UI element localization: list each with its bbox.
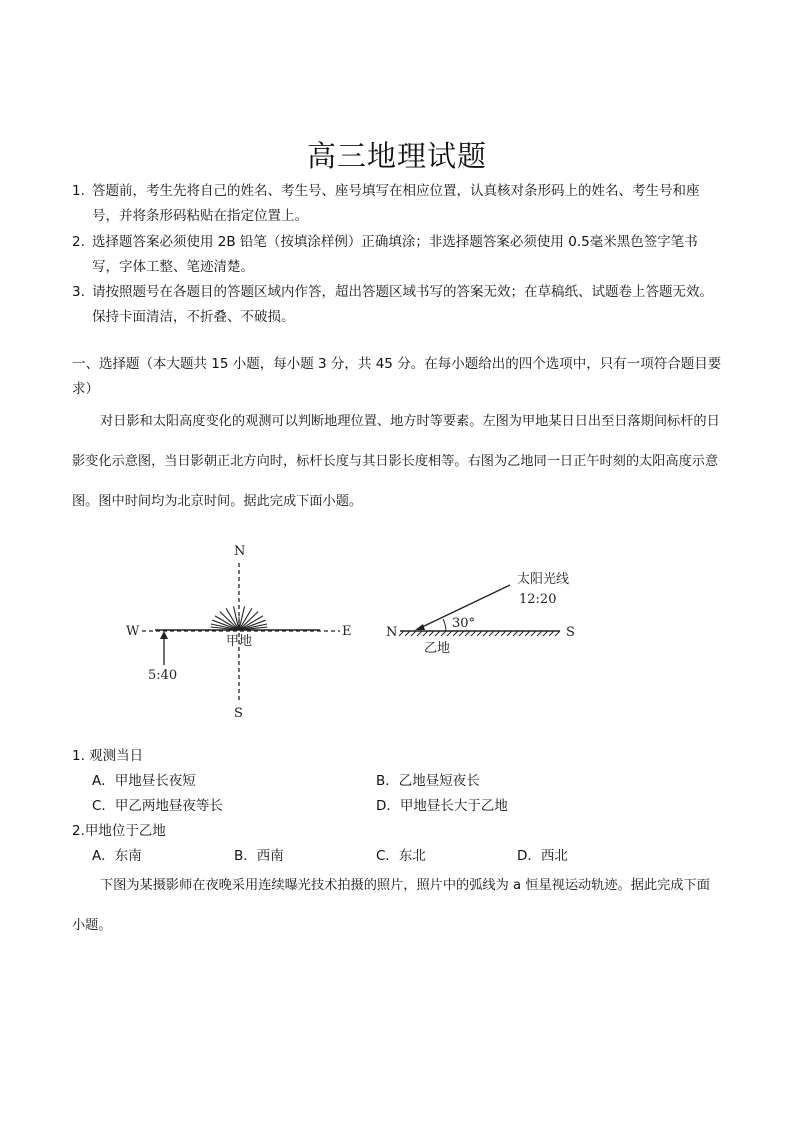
ground-hatch: [555, 631, 560, 636]
angle-label: 30°: [452, 616, 476, 631]
west-label: W: [126, 624, 140, 639]
passage-1: 对日影和太阳高度变化的观测可以判断地理位置、地方时等要素。左图为甲地某日日出至日落期间标杆的日影变化示意图，当日影朝正北方向时，标杆长度与其日影长度相等。右图为乙地同一日正午时刻的太阳高度示意图。图中时间均为北京时间。据此完成下面小题。: [72, 414, 720, 509]
shadow-ray: [239, 606, 245, 630]
ground-hatch: [423, 631, 428, 636]
shadow-ray: [234, 606, 240, 630]
instruction-number: 3.: [72, 284, 85, 300]
ground-hatch: [549, 631, 554, 636]
noon-time-label: 12:20: [519, 592, 557, 607]
place-jia-label: 甲地: [226, 634, 253, 649]
ground-hatch: [513, 631, 518, 636]
instruction-text: 请按照题号在各题目的答题区域内作答，超出答题区域书写的答案无效；在草稿纸、试题卷上答题无效。保持卡面清洁，不折叠、不破损。: [92, 284, 713, 325]
ground-hatch: [477, 631, 482, 636]
ground-hatch: [501, 631, 506, 636]
ground-hatch: [441, 631, 446, 636]
ground-hatch: [417, 631, 422, 636]
q2-option-a[interactable]: A．东南: [92, 848, 142, 864]
sunrise-time-label: 5:40: [148, 668, 178, 683]
page-title: 高三地理试题: [306, 139, 487, 173]
north-label: N: [386, 625, 398, 640]
left-shadow-diagram: [126, 544, 352, 721]
instruction-2: [72, 230, 722, 280]
ground-hatch: [435, 631, 440, 636]
south-label: S: [566, 625, 575, 640]
q2-option-d[interactable]: D．西北: [517, 848, 568, 864]
section-heading: 一、选择题（本大题共 15 小题，每小题 3 分，共 45 分。在每小题给出的四个选项中，只有一项符合题目要求）: [72, 356, 722, 397]
sun-shadow-diagram: [110, 535, 590, 725]
q1-option-a[interactable]: A．甲地昼长夜短: [92, 773, 196, 789]
north-label: N: [234, 544, 246, 559]
q2-option-c[interactable]: C．东北: [376, 848, 426, 864]
q1-option-b[interactable]: B．乙地昼短夜长: [376, 773, 480, 789]
instruction-3: [72, 280, 722, 330]
right-sun-altitude-diagram: [386, 571, 575, 656]
question-1-stem: 1. 观测当日: [72, 748, 144, 764]
q2-option-b[interactable]: B．西南: [234, 848, 284, 864]
sunray-label: 太阳光线: [517, 572, 570, 587]
q1-option-c[interactable]: C．甲乙两地昼夜等长: [92, 798, 223, 814]
ground-hatch: [531, 631, 536, 636]
ground-hatch: [429, 631, 434, 636]
instruction-number: 1.: [72, 183, 85, 199]
instruction-1: [72, 179, 722, 229]
east-label: E: [342, 624, 352, 639]
ground-hatch: [471, 631, 476, 636]
ground-hatch: [543, 631, 548, 636]
ground-hatch: [447, 631, 452, 636]
south-label: S: [234, 706, 243, 721]
instruction-number: 2.: [72, 234, 85, 250]
question-2-stem: 2.甲地位于乙地: [72, 823, 166, 839]
ground-hatch: [519, 631, 524, 636]
ground-hatch: [507, 631, 512, 636]
q1-option-d[interactable]: D．甲地昼长大于乙地: [376, 798, 508, 814]
ground-hatch: [465, 631, 470, 636]
passage-2: 下图为某摄影师在夜晚采用连续曝光技术拍摄的照片，照片中的弧线为 a 恒星视运动轨迹。据此完成下面小题。: [72, 878, 710, 933]
ground-hatch: [399, 631, 404, 636]
ground-hatch: [525, 631, 530, 636]
ground-hatch: [495, 631, 500, 636]
ground-hatch: [459, 631, 464, 636]
ground-hatch: [453, 631, 458, 636]
ground-hatch: [483, 631, 488, 636]
instruction-text: 选择题答案必须使用 2B 铅笔（按填涂样例）正确填涂；非选择题答案必须使用 0.5毫米黑色签字笔书写，字体工整、笔迹清楚。: [92, 234, 698, 275]
place-yi-label: 乙地: [424, 641, 451, 656]
ground-hatch: [537, 631, 542, 636]
ground-hatch: [489, 631, 494, 636]
ground-hatch: [405, 631, 410, 636]
instruction-text: 答题前，考生先将自己的姓名、考生号、座号填写在相应位置，认真核对条形码上的姓名、考生号和座号，并将条形码粘贴在指定位置上。: [92, 183, 700, 224]
ground-hatch: [411, 631, 416, 636]
